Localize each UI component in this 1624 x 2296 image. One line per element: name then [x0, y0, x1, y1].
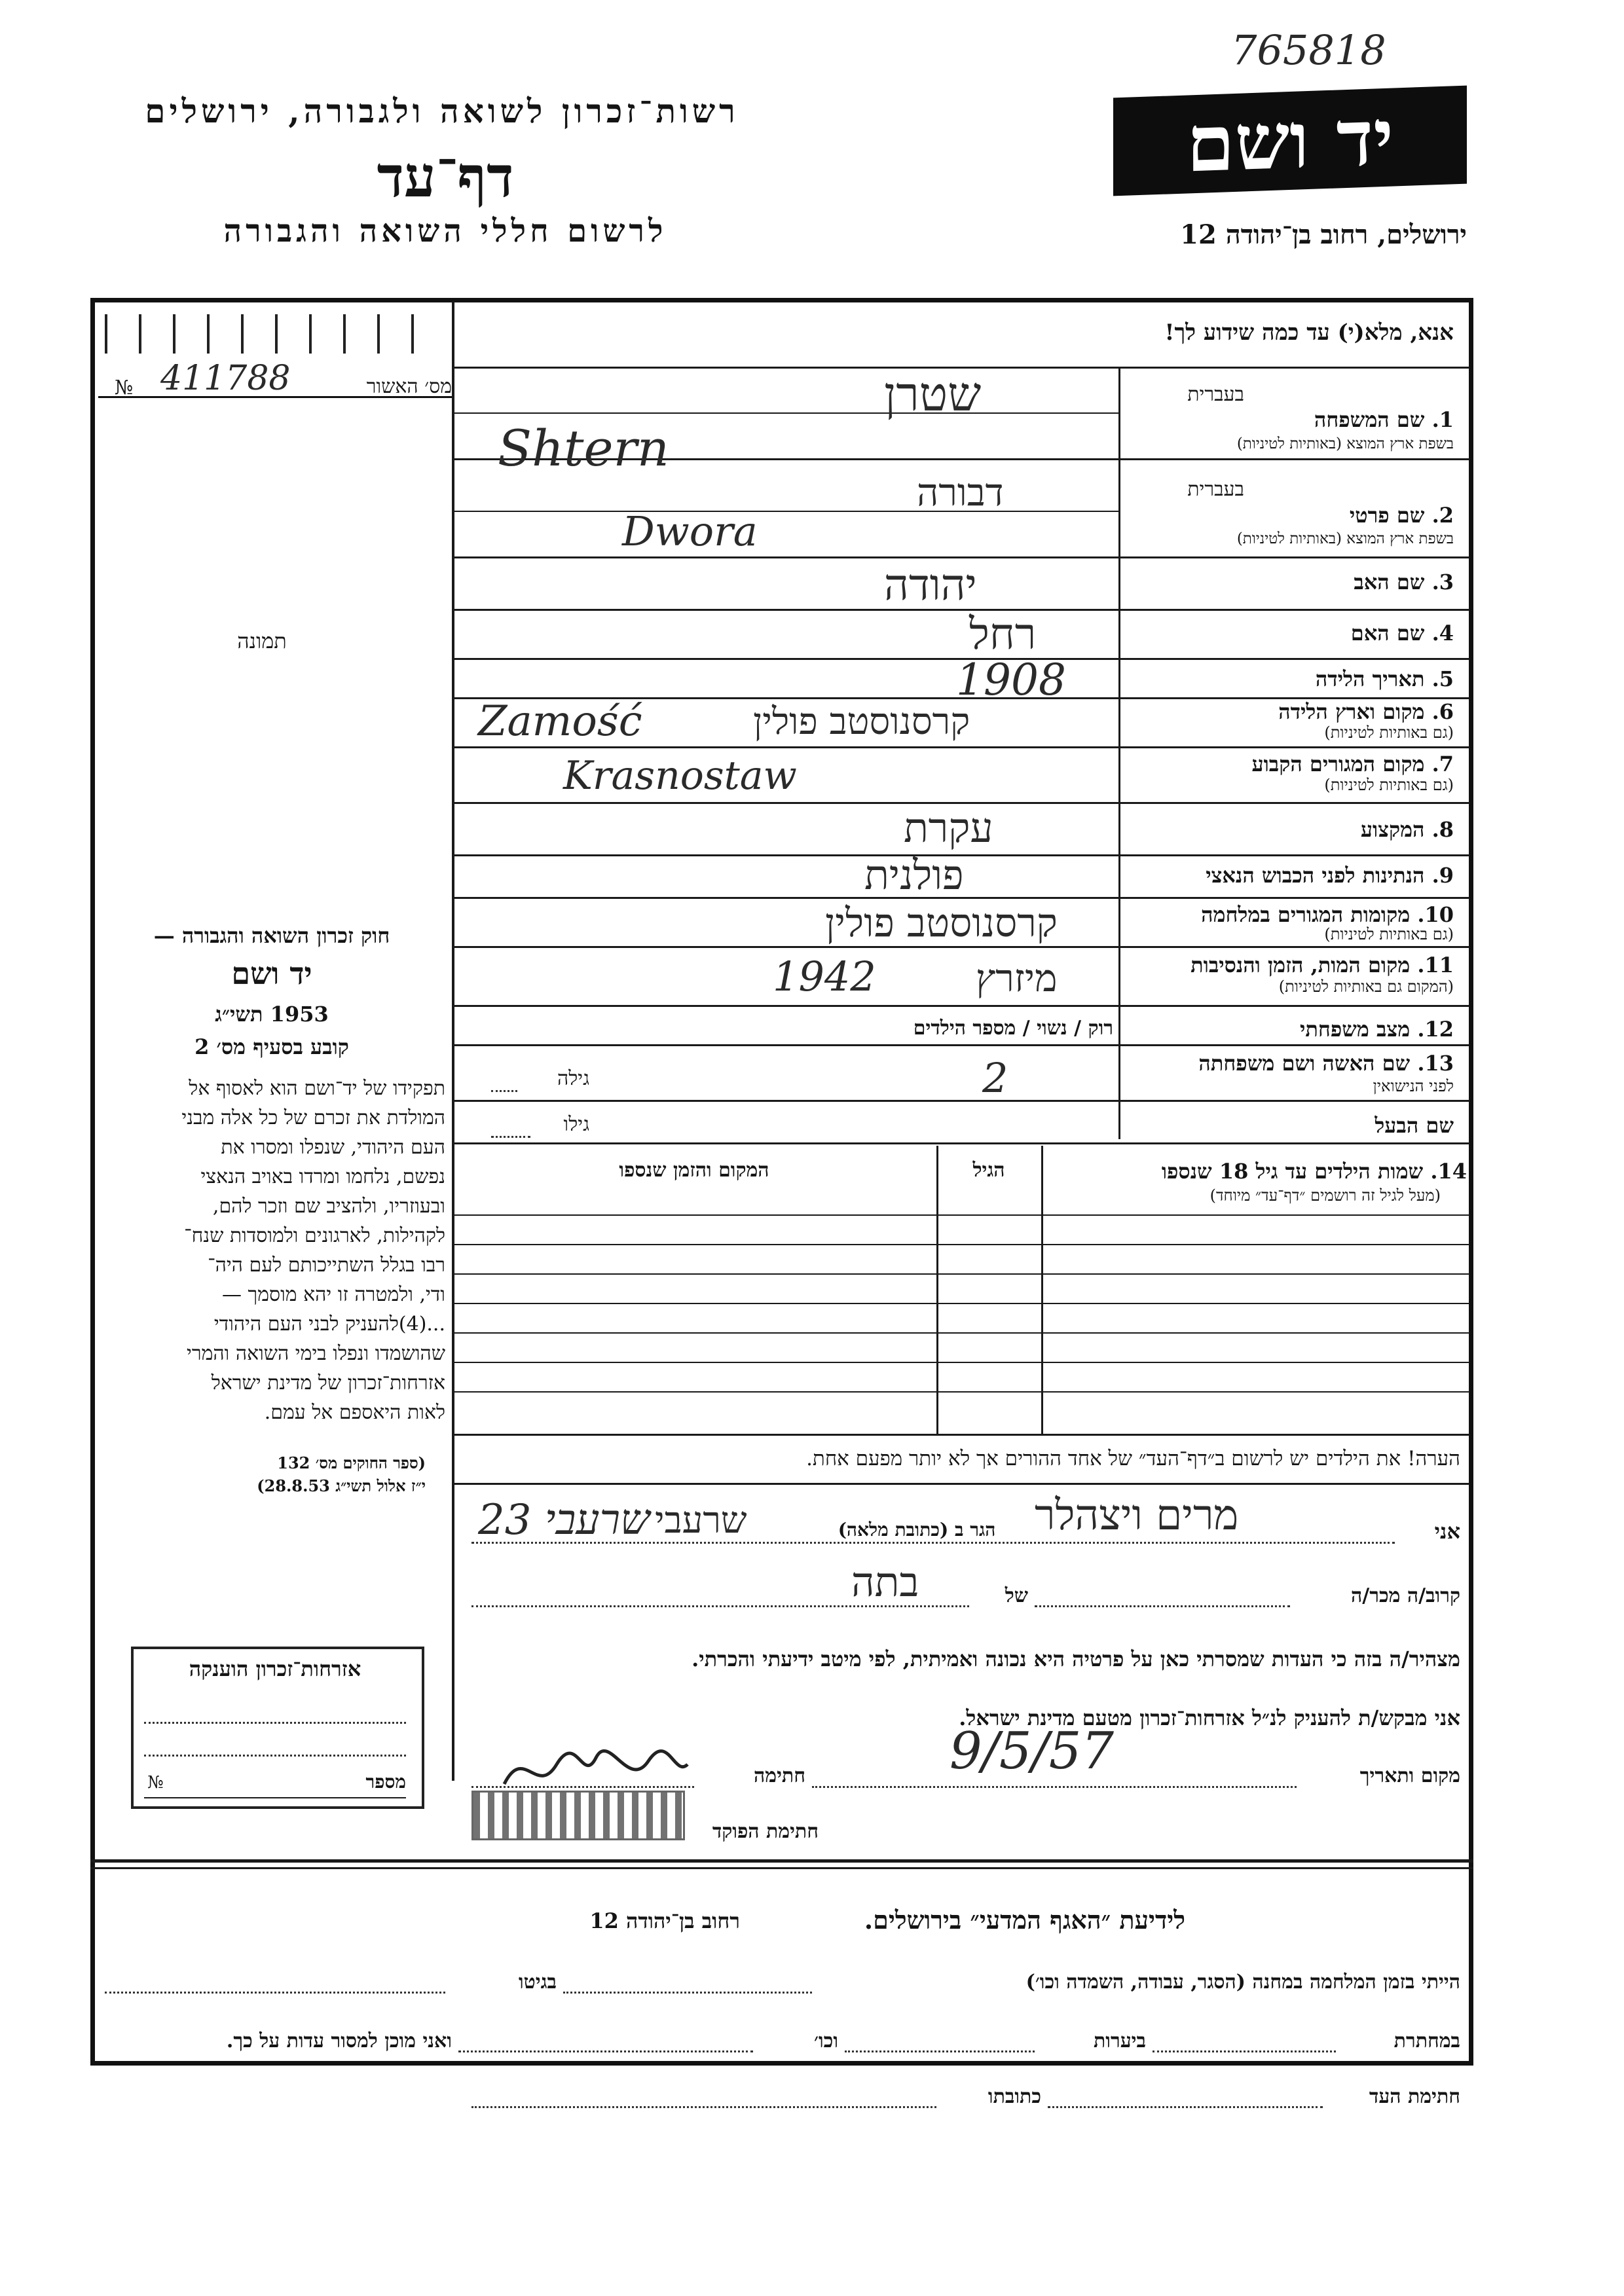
field-2-value-he: דבורה: [917, 470, 1004, 515]
law-source-date: י״ז אלול תשי״ג 28.8.53): [257, 1476, 426, 1495]
field-2-label: 2. שם פרטי: [1349, 503, 1454, 528]
yad-vashem-logo: [1113, 86, 1467, 196]
field-1-lang: בעברית: [1187, 383, 1244, 406]
footer-line1-dots: [563, 1992, 812, 1994]
field-1-sub: בשפת ארץ המוצא (באותיות לטיניות): [1236, 435, 1454, 452]
children-row-line: [454, 1303, 1469, 1304]
header-address: ירושלים, רחוב בן־יהודה 12: [1180, 219, 1467, 250]
citizenship-no-line: [144, 1797, 406, 1798]
footer-line2-dots-3: [458, 2050, 753, 2052]
children-sub: (מעל לגיל זה רושמים ״דף־עד״ מיוחד): [1209, 1186, 1441, 1205]
mid-divider: [1118, 367, 1120, 1139]
field-7-sub: (גם באותיות לטיניות): [1324, 776, 1454, 794]
address-street: שרעבי: [655, 1499, 747, 1542]
footer-line2-a: במחתרת: [1393, 2030, 1460, 2052]
note-line: [454, 1483, 1469, 1485]
footer-line2-dots-2: [845, 2050, 1035, 2052]
citizenship-title: אזרחות־זכרון הוענקה: [189, 1656, 361, 1681]
law-text-line: רבו בגלל השתייכותם לעם היה־: [208, 1254, 445, 1277]
law-clause: קובע בסעיף מס׳ 2: [194, 1034, 349, 1059]
husband-age-dots: [491, 1136, 530, 1138]
field-6-value-he: קרסנוסטב פולין: [753, 701, 970, 743]
i-label: אני: [1434, 1519, 1460, 1544]
law-text-line: לאות היאספם אל עמם.: [264, 1401, 445, 1424]
field-3-value-he: יהודה: [884, 560, 977, 610]
children-col-place: המקום והזמן שנספו: [619, 1159, 769, 1182]
field-13-value: 2: [982, 1054, 1008, 1102]
field-6-sub: (גם באותיות לטיניות): [1324, 723, 1454, 742]
field-6-label: 6. מקום וארץ הלידה: [1278, 699, 1454, 724]
children-row-line: [454, 1244, 1469, 1245]
citizenship-number-label: מספר: [365, 1771, 406, 1793]
official-stamp: [471, 1791, 685, 1840]
law-text-line: העם היהודי, שנפלו ומסרו את: [221, 1136, 445, 1159]
law-text-line: ודי, ולמטרה זו יהא מוסמך —: [221, 1283, 445, 1306]
field-2-sub: בשפת ארץ המוצא (באותיות לטיניות): [1236, 530, 1454, 547]
children-row-line: [454, 1332, 1469, 1334]
field-6-value-latin: Zamość: [478, 697, 642, 746]
field-10-sub: (גם באותיות לטיניות): [1324, 925, 1454, 943]
field-13-age-label: גילה: [557, 1067, 589, 1090]
field-11-value-he: מיזרץ: [976, 956, 1058, 1000]
citizenship-dots-2: [144, 1755, 406, 1757]
field-10-value-he: קרסנוסטב פולין: [825, 900, 1058, 946]
footer-line3-dots-1: [1048, 2106, 1323, 2108]
law-text-line: תפקידו של יד־ושם הוא לאסוף אל: [189, 1077, 445, 1100]
children-col-age: הגיל: [972, 1159, 1005, 1182]
approval-label: מס׳ האשור: [366, 375, 452, 398]
row-line: [454, 1100, 1469, 1102]
field-5-value: 1908: [956, 655, 1066, 705]
approval-number: 411788: [160, 359, 291, 398]
relative-label: קרוב/ה מכר/ה: [1351, 1584, 1460, 1607]
footer-line-top-2: [90, 1867, 1473, 1869]
footer-line2-c: וכו׳: [814, 2030, 838, 2052]
footer-title: לידיעת ״האגף המדעי״ בירושלים.: [864, 1905, 1185, 1935]
intro-line: אנא, מלא(י) עד כמה שידוע לך!: [1164, 319, 1454, 346]
law-text-line: אזרחות־זכרון של מדינת ישראל: [211, 1372, 445, 1394]
note-text: הערה! את הילדים יש לרשום ב״דף־העד״ של אחד ההורים אך לא יותר מפעם אחת.: [806, 1447, 1460, 1470]
field-11-value: 1942: [773, 953, 876, 1000]
declare-text: מצהיר/ה בזה כי העדות שמסרתי כאן על פרטיה היא נכונה ואמיתית, לפי מיטב ידיעתי והכרתי.: [692, 1647, 1460, 1671]
law-text-line: שהושמדו ונפלו בימי השואה והמרי: [186, 1342, 445, 1365]
children-row-line: [454, 1273, 1469, 1275]
footer-address: רחוב בן־יהודה 12: [589, 1908, 740, 1933]
law-text-line: ובעוזריו, ולהציב שם וזכר להם,: [212, 1195, 445, 1218]
field-7-value-latin: Krasnostaw: [563, 753, 797, 799]
law-text: [98, 1074, 445, 1427]
relative-dots-2: [1035, 1605, 1290, 1607]
row-line: [454, 1142, 1469, 1144]
form-subtitle: לרשום חללי השואה והגבורה: [223, 213, 667, 249]
field-12-options: רוק / נשוי / מספר הילדים: [913, 1017, 1113, 1040]
row-subline: [454, 412, 1118, 414]
children-label: 14. שמות הילדים עד גיל 18 שנספו: [1161, 1159, 1467, 1184]
footer-line1-dots-2: [105, 1992, 445, 1994]
children-col-divider: [936, 1146, 938, 1434]
field-4-value-he: רחל: [969, 609, 1037, 659]
clerk-label: חתימת הפוקד: [712, 1820, 819, 1843]
children-row-line: [454, 1362, 1469, 1363]
left-divider: [452, 301, 454, 1781]
field-7-label: 7. מקום המגורים הקבוע: [1251, 752, 1454, 776]
field-13-label: 13. שם האשה ושם משפחתה: [1198, 1051, 1454, 1076]
children-row-line: [454, 1214, 1469, 1216]
husband-label: שם הבעל: [1375, 1113, 1454, 1138]
field-2-lang: בעברית: [1187, 478, 1244, 501]
signature-label: חתימה: [754, 1764, 805, 1787]
children-row-line: [454, 1391, 1469, 1393]
field-9-value-he: פולנית: [864, 851, 964, 899]
place-date-label: מקום ותאריך: [1359, 1764, 1460, 1787]
footer-line1-a: הייתי בזמן המלחמה במחנה (הסגר, עבודה, השמדה וכו׳): [1025, 1971, 1460, 1994]
citizenship-no: №: [147, 1773, 164, 1793]
law-text-line: לקהילות, לארגונים ולמוסדות שנח־: [184, 1224, 445, 1247]
approval-ticks: [105, 314, 445, 354]
field-11-label: 11. מקום המות, הזמן והנסיבות: [1190, 953, 1454, 977]
field-2-value-latin: Dwora: [622, 507, 758, 555]
address-label: הגר ב (כתובת מלאה): [838, 1519, 996, 1540]
address-value: 23 שרעבי: [478, 1496, 650, 1544]
place-date-dots: [812, 1786, 1297, 1788]
law-source: (ספר החוקים מס׳ 132: [277, 1453, 426, 1472]
footer-line3-b: כתובתו: [987, 2085, 1041, 2108]
law-text-line: נפשם, נלחמו ומרדו באויב הנאצי: [200, 1165, 445, 1188]
footer-line1-b: בגיטו: [518, 1971, 557, 1994]
row-line: [454, 946, 1469, 948]
request-text: אני מבקש/ת להעניק לנ״ל אזרחות־זכרון מטעם מדינת ישראל.: [959, 1705, 1460, 1730]
law-text-line: המולדת את זכרם של כל אלה מבני: [181, 1106, 445, 1129]
footer-line3-dots-2: [471, 2106, 936, 2108]
field-4-label: 4. שם האם: [1350, 621, 1454, 646]
logo-text: יד ושם: [1186, 91, 1394, 190]
approval-no-sign: №: [115, 376, 134, 399]
authority-line: רשות־זכרון לשואה ולגבורה, ירושלים: [145, 92, 739, 130]
law-name: יד ושם: [231, 956, 312, 991]
photo-label: תמונה: [237, 629, 287, 653]
footer-line2-b: ביערות: [1093, 2030, 1146, 2052]
relation-value: בתה: [851, 1558, 919, 1606]
row-line: [454, 556, 1469, 558]
row-line: [454, 1044, 1469, 1046]
of-label: של: [1005, 1584, 1028, 1607]
law-text-line: ...(4)להעניק לבני העם היהודי: [213, 1313, 445, 1336]
archive-number: 765818: [1231, 26, 1386, 74]
i-dots: [471, 1542, 1395, 1544]
field-5-label: 5. תאריך הלידה: [1315, 666, 1454, 691]
row-line: [454, 746, 1469, 748]
form-title: דף־עד: [377, 144, 514, 210]
field-11-sub: (המקום גם באותיות לטיניות): [1278, 977, 1454, 996]
children-row-line: [454, 1434, 1469, 1436]
field-3-label: 3. שם האב: [1354, 570, 1454, 594]
law-year: 1953 תשי״ג: [215, 1002, 329, 1027]
field-8-value-he: עקרת: [904, 804, 993, 852]
signature-icon: [498, 1738, 694, 1797]
footer-line2-d: ואני מוכן למסור עדות על כך.: [226, 2030, 452, 2052]
footer-line-top: [90, 1859, 1473, 1863]
field-1-label: 1. שם המשפחה: [1314, 407, 1454, 432]
declarant-name: מרים ויצהלר: [1035, 1491, 1239, 1540]
field-13-sub: לפני הנישואין: [1373, 1077, 1454, 1095]
law-title: חוק זכרון השואה והגבורה —: [153, 923, 390, 948]
field-1-value-he: שטרן: [884, 367, 982, 422]
field-9-label: 9. הנתינות לפני הכבוש הנאצי: [1206, 863, 1454, 888]
footer-line2-dots-1: [1153, 2050, 1336, 2052]
row-line: [454, 1005, 1469, 1007]
children-col-divider: [1041, 1146, 1043, 1434]
footer-line3-a: חתימת העד: [1369, 2085, 1460, 2108]
field-1-value-latin: Shtern: [498, 419, 669, 477]
husband-age-label: גילו: [563, 1113, 589, 1136]
field-8-label: 8. המקצוע: [1360, 817, 1454, 842]
field-10-label: 10. מקומות המגורים במלחמה: [1201, 902, 1454, 927]
wife-age-dots: [491, 1090, 517, 1092]
place-date-value: 9/5/57: [950, 1722, 1115, 1781]
citizenship-dots-1: [144, 1722, 406, 1724]
field-12-label: 12. מצב משפחתי: [1300, 1017, 1454, 1042]
row-subline: [454, 511, 1118, 512]
relative-dots: [471, 1605, 969, 1607]
